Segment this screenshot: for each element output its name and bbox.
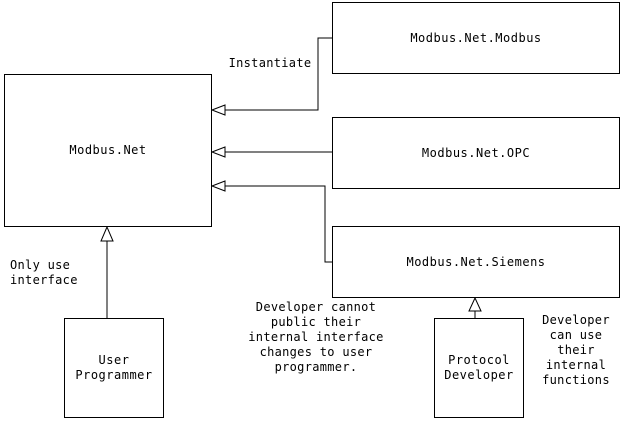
box-modbus-net-modbus (332, 2, 620, 74)
note-developer-cannot-publish: Developer cannot public their internal interface changes to user programmer. (248, 300, 384, 374)
box-protocol-developer (434, 318, 524, 418)
label-only-use-interface: Only use interface (10, 258, 78, 287)
arrowhead-modbus (212, 105, 225, 115)
box-modbus-net-siemens (332, 226, 620, 298)
arrowhead-user (101, 227, 113, 241)
connector-siemens (224, 186, 332, 262)
box-modbus-net-modbus-label: Modbus.Net.Modbus (410, 30, 542, 45)
box-user-programmer-label: User Programmer (75, 353, 153, 382)
arrowhead-opc (212, 147, 225, 157)
arrowhead-siemens (212, 181, 225, 191)
box-modbus-net-opc-label: Modbus.Net.OPC (421, 145, 531, 160)
connector-modbus (224, 38, 332, 110)
arrowhead-protocol (469, 298, 481, 311)
box-protocol-developer-label: Protocol Developer (444, 353, 514, 382)
box-modbus-net-siemens-label: Modbus.Net.Siemens (406, 254, 546, 269)
note-developer-can-use: Developer can use their internal functions (542, 313, 610, 387)
box-modbus-net-opc (332, 117, 620, 189)
box-modbus-net (4, 74, 212, 227)
label-instantiate: Instantiate (228, 56, 312, 70)
box-user-programmer (64, 318, 164, 418)
box-modbus-net-label: Modbus.Net (69, 143, 147, 157)
